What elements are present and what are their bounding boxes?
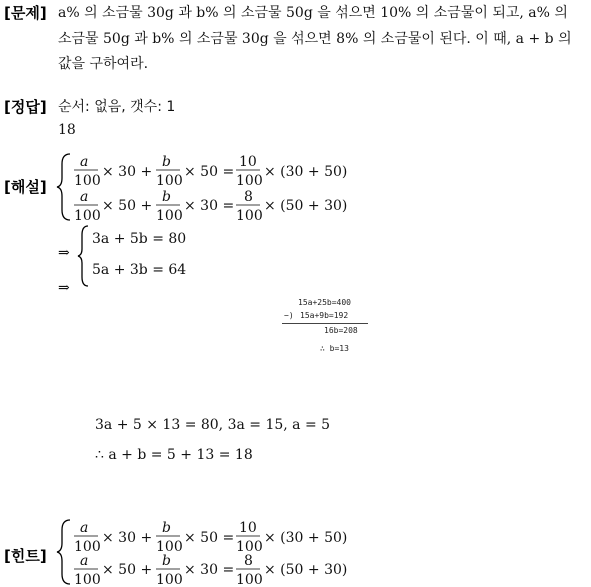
- problem-line-1: a% 의 소금물 30g 과 b% 의 소금물 50g 을 섞으면 10% 의 소금물이 되고, a% 의: [58, 5, 568, 21]
- eq2-rhs-den: 100: [236, 208, 263, 224]
- solution-equation-system: [56, 150, 356, 224]
- elimination-row-1: 15a+25b=400: [298, 298, 351, 307]
- substitution-line-2: ∴ a + b = 5 + 13 = 18: [95, 447, 253, 463]
- hint-eq1-rhs-num: 10: [239, 520, 257, 536]
- hint-eq1-rhs-den: 100: [236, 539, 263, 555]
- simplified-eq-1: 3a + 5b = 80: [92, 231, 187, 247]
- hint-eq2-frac1-num: a: [80, 553, 89, 569]
- hint-eq2-frac2-num: b: [162, 553, 171, 569]
- eq2-frac1-num: a: [80, 189, 89, 205]
- simplified-eq-2: 5a + 3b = 64: [92, 262, 187, 278]
- eq1-frac2-den: 100: [156, 173, 183, 189]
- hint-eq2-rhs-num: 8: [244, 553, 253, 569]
- eq1-frac1-num: a: [80, 154, 89, 170]
- eq2-rhs-num: 8: [244, 189, 253, 205]
- hint-eq2-frac2-den: 100: [156, 572, 183, 587]
- hint-eq1-frac1-num: a: [80, 520, 89, 536]
- hint-eq2-rhs-den: 100: [236, 572, 263, 587]
- solution-label: [해설]: [4, 178, 47, 196]
- answer-meta: 순서: 없음, 갯수: 1: [58, 99, 176, 115]
- elimination-row-2: 15a+9b=192: [300, 311, 349, 320]
- elimination-row-4: ∴ b=13: [320, 344, 349, 353]
- eq1-frac2-num: b: [162, 154, 171, 170]
- eq2-frac2-den: 100: [156, 208, 183, 224]
- answer-value: 18: [58, 122, 76, 138]
- hint-eq2-frac1-den: 100: [74, 572, 101, 587]
- hint-eq1-op1: × 30 +: [102, 530, 153, 546]
- hint-eq1-frac2-num: b: [162, 520, 171, 536]
- elimination-work: [280, 298, 380, 362]
- problem-line-3: 값을 구하여라.: [58, 56, 149, 72]
- eq2-frac2-num: b: [162, 189, 171, 205]
- hint-eq1-op2: × 50 =: [184, 530, 235, 546]
- elimination-rule: [282, 323, 368, 324]
- hint-eq1-rest: × (30 + 50): [264, 530, 348, 546]
- hint-eq2-op1: × 50 +: [102, 562, 153, 578]
- hint-eq1-frac2-den: 100: [156, 539, 183, 555]
- elimination-row-3: 16b=208: [324, 326, 358, 335]
- hint-eq2-rest: × (50 + 30): [264, 562, 348, 578]
- eq1-op2: × 50 =: [184, 164, 235, 180]
- eq1-frac1-den: 100: [74, 173, 101, 189]
- eq2-frac1-den: 100: [74, 208, 101, 224]
- hint-eq2-op2: × 30 =: [184, 562, 235, 578]
- substitution-line-1: 3a + 5 × 13 = 80, 3a = 15, a = 5: [95, 417, 331, 433]
- eq1-op1: × 30 +: [102, 164, 153, 180]
- hint-equation-system: [56, 516, 356, 587]
- hint-eq1-frac1-den: 100: [74, 539, 101, 555]
- elimination-minus: −): [284, 311, 294, 320]
- arrow-2: ⇒: [58, 280, 70, 296]
- eq2-op2: × 30 =: [184, 198, 235, 214]
- hint-label: [힌트]: [4, 547, 47, 565]
- problem-line-2: 소금물 50g 과 b% 의 소금물 30g 을 섞으면 8% 의 소금물이 된다. 이 때, a + b 의: [58, 31, 572, 47]
- simplified-brace: [76, 224, 90, 288]
- eq1-rhs-den: 100: [236, 173, 263, 189]
- eq1-rhs-num: 10: [239, 154, 257, 170]
- arrow-1: ⇒: [58, 245, 70, 261]
- problem-label: [문제]: [4, 4, 47, 22]
- eq1-rest: × (30 + 50): [264, 164, 348, 180]
- answer-label: [정답]: [4, 98, 47, 116]
- eq2-op1: × 50 +: [102, 198, 153, 214]
- eq2-rest: × (50 + 30): [264, 198, 348, 214]
